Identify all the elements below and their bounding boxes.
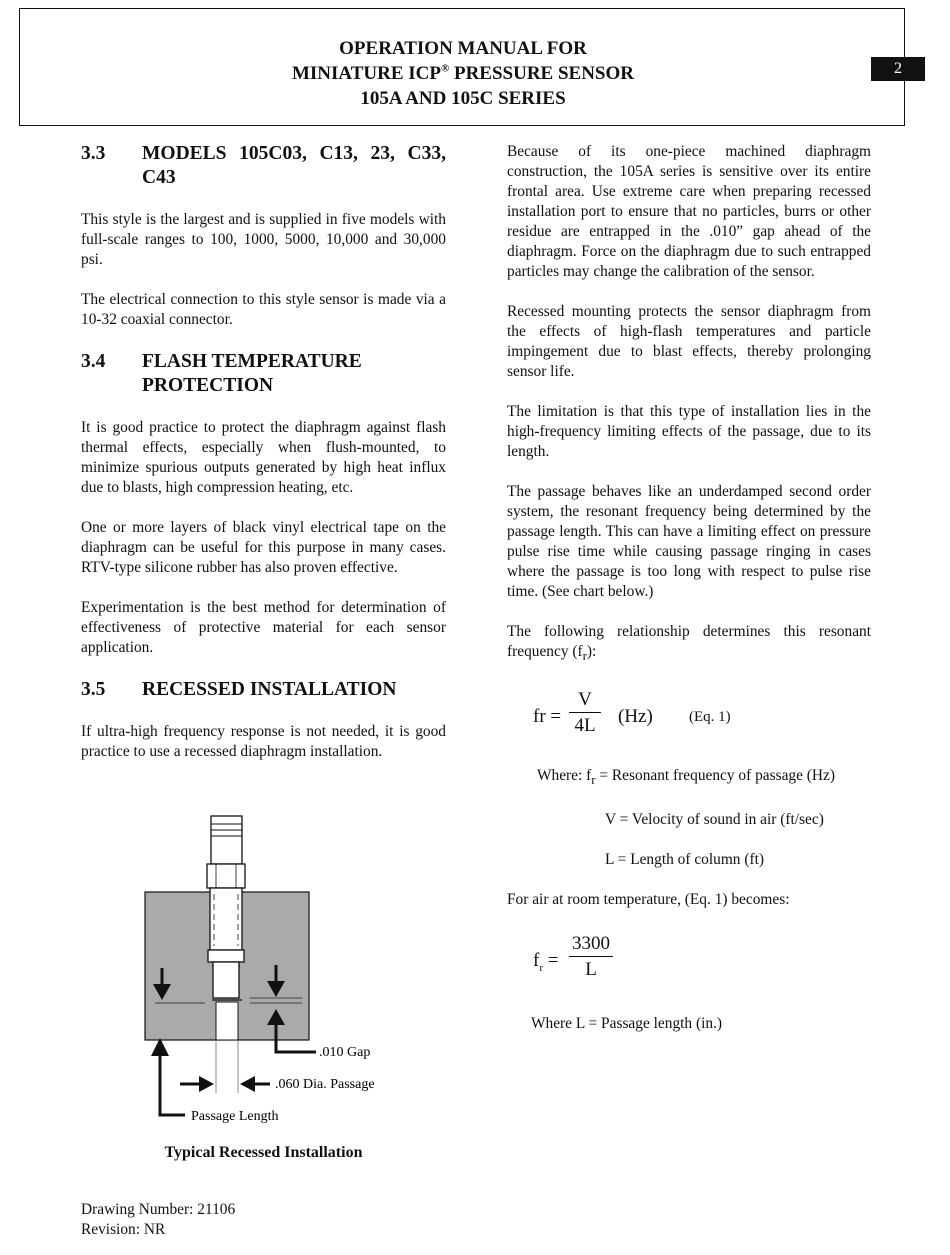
title-line-1: OPERATION MANUAL FOR	[339, 38, 587, 59]
section-3-4-heading	[81, 350, 446, 398]
sensor-body	[210, 888, 242, 950]
equation-2	[507, 930, 871, 1000]
sensor-hex-nut	[207, 864, 245, 888]
right-column	[507, 142, 871, 1054]
title-line-2a: MINIATURE ICP	[291, 63, 441, 84]
figure-caption: Typical Recessed Installation	[164, 1144, 363, 1161]
paragraph: The passage behaves like an underdamped second order system, the resonant frequency being determined by the passage length. This can have a limiting effect on pressure pulse rise time while causing passage ringing in cases where the passage is too long with respect to pulse rise time. (See chart below.)	[507, 483, 871, 600]
equation-label: (Eq. 1)	[689, 709, 731, 726]
length-label: Passage Length	[191, 1109, 279, 1124]
section-title: RECESSED INSTALLATION	[142, 679, 397, 700]
title-line-2	[20, 61, 906, 86]
title-line-2b: PRESSURE SENSOR	[449, 63, 634, 84]
where-velocity: V = Velocity of sound in air (ft/sec)	[605, 811, 824, 829]
arrowhead	[199, 1076, 214, 1092]
passage-bore	[216, 1002, 238, 1040]
subscript: r	[591, 773, 596, 788]
section-number: 3.4	[81, 351, 106, 372]
recessed-installation-diagram	[100, 808, 430, 1128]
paragraph: Recessed mounting protects the sensor diaphragm from the effects of high-flash temperatures and particle impingement due to blast effects, thereby prolonging sensor life.	[507, 303, 871, 380]
section-3-5-heading	[81, 678, 446, 702]
fraction-denominator: 4L	[574, 715, 596, 737]
fraction-numerator: V	[578, 689, 592, 711]
registered-mark: ®	[441, 62, 450, 75]
gap-label: .010 Gap	[319, 1045, 371, 1060]
fraction-numerator: 3300	[572, 933, 610, 955]
where-length: L = Length of column (ft)	[605, 851, 764, 869]
paragraph: It is good practice to protect the diaphragm against flash thermal effects, especially when flush-mounted, to minimize spurious outputs generated by high heat influx due to blasts, high compression heating, etc.	[81, 419, 446, 496]
section-3-3-heading	[81, 142, 446, 190]
paragraph: Because of its one-piece machined diaphragm construction, the 105A series is sensitive over its entire frontal area. Use extreme care when preparing recessed installation port to ensure that no particles, burrs or other residue are entrapped in the .010” gap ahead of the diaphragm. Force on the diaphragm due to such entrapped particles may change the calibration of the sensor.	[507, 143, 871, 280]
page-number: 2	[871, 57, 925, 81]
fraction-denominator: L	[585, 959, 597, 981]
sensor-tip	[213, 962, 239, 998]
where-passage-length: Where L = Passage length (in.)	[531, 1015, 723, 1033]
where-resonant	[507, 766, 871, 790]
arrowhead	[240, 1076, 255, 1092]
text-run: ):	[586, 643, 597, 660]
text-run: = Resonant frequency of passage (Hz)	[595, 767, 835, 785]
text-run: =	[543, 950, 559, 972]
equation-lhs: fr =	[533, 706, 562, 728]
passage-label: .060 Dia. Passage	[275, 1077, 375, 1092]
equation-1	[507, 686, 871, 756]
sensor-connector	[211, 816, 242, 864]
paragraph: The limitation is that this type of installation lies in the high-frequency limiting effects of the passage, due to its length.	[507, 403, 871, 460]
text-run: f	[533, 950, 540, 972]
arrowhead	[151, 1038, 169, 1056]
title-line-3: 105A AND 105C SERIES	[360, 88, 566, 109]
equation-lhs	[533, 950, 558, 974]
equation-fraction	[569, 688, 601, 739]
sensor-seal-ring	[208, 950, 244, 962]
drawing-number: Drawing Number: 21106	[81, 1201, 236, 1218]
paragraph: This style is the largest and is supplied in five models with full-scale ranges to 100, 1000, 5000, 10,000 and 30,000 psi.	[81, 211, 446, 268]
paragraph	[507, 622, 871, 666]
paragraph: If ultra-high frequency response is not needed, it is good practice to use a recessed diaphragm installation.	[81, 723, 446, 760]
air-room-temp-text: For air at room temperature, (Eq. 1) becomes:	[507, 891, 790, 909]
paragraph: Experimentation is the best method for determination of effectiveness of protective material for each sensor application.	[81, 599, 446, 656]
paragraph: The electrical connection to this style sensor is made via a 10-32 coaxial connector.	[81, 291, 446, 328]
equation-unit: (Hz)	[618, 706, 653, 728]
page-header	[19, 8, 905, 126]
text-run: Where: f	[537, 767, 592, 785]
equation-fraction	[569, 932, 613, 983]
text-run: The following relationship determines this resonant frequency (f	[507, 623, 871, 660]
section-number: 3.3	[81, 143, 106, 164]
section-title: FLASH TEMPERATURE PROTECTION	[142, 351, 362, 396]
left-column	[81, 142, 446, 782]
drawing-info	[81, 1200, 235, 1240]
section-number: 3.5	[81, 679, 106, 700]
paragraph: One or more layers of black vinyl electrical tape on the diaphragm can be useful for this purpose in many cases. RTV-type silicone rubber has also proven effective.	[81, 519, 446, 576]
subscript: r	[582, 649, 587, 664]
subscript: r	[539, 961, 543, 974]
document-title	[20, 36, 906, 111]
revision: Revision: NR	[81, 1221, 166, 1238]
section-title: MODELS 105C03, C13, 23, C33, C43	[142, 143, 446, 188]
